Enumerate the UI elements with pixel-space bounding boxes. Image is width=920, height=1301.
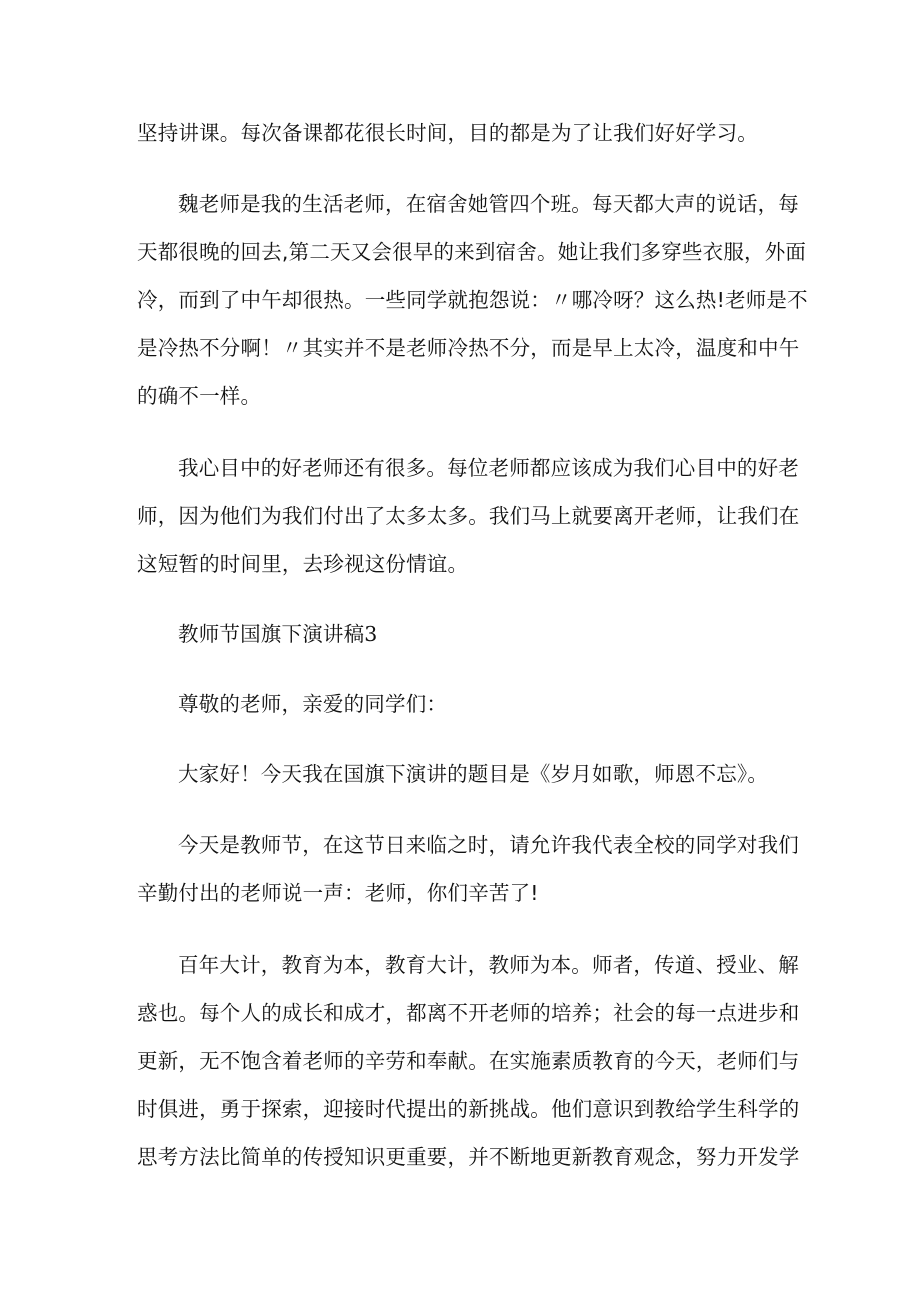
paragraph-line: 是冷热不分啊！〃其实并不是老师冷热不分，而是早上太冷，温度和中午 xyxy=(137,336,800,360)
section-heading: 教师节国旗下演讲稿3 xyxy=(178,622,378,646)
paragraph-line: 惑也。每个人的成长和成才，都离不开老师的培养；社会的每一点进步和 xyxy=(137,1001,800,1025)
paragraph-line: 今天是教师节，在这节日来临之时，请允许我代表全校的同学对我们 xyxy=(178,833,799,857)
paragraph-line: 魏老师是我的生活老师，在宿舍她管四个班。每天都大声的说话，每 xyxy=(178,192,799,216)
paragraph-line: 我心目中的好老师还有很多。每位老师都应该成为我们心目中的好老 xyxy=(178,456,799,480)
salutation: 尊敬的老师，亲爱的同学们： xyxy=(178,692,448,716)
paragraph-line: 百年大计，教育为本，教育大计，教师为本。师者，传道、授业、解 xyxy=(178,953,799,977)
paragraph-line: 天都很晚的回去,第二天又会很早的来到宿舍。她让我们多穿些衣服，外面 xyxy=(137,240,807,264)
paragraph-line: 坚持讲课。每次备课都花很长时间，目的都是为了让我们好好学习。 xyxy=(137,121,758,145)
paragraph-line: 师，因为他们为我们付出了太多太多。我们马上就要离开老师，让我们在 xyxy=(137,504,800,528)
paragraph-line: 大家好！今天我在国旗下演讲的题目是《岁月如歌，师恩不忘》。 xyxy=(178,762,769,786)
paragraph-line: 更新，无不饱含着老师的辛劳和奉献。在实施素质教育的今天，老师们与 xyxy=(137,1049,800,1073)
paragraph-line: 时俱进，勇于探索，迎接时代提出的新挑战。他们意识到教给学生科学的 xyxy=(137,1097,800,1121)
paragraph-line: 这短暂的时间里，去珍视这份情谊。 xyxy=(137,552,469,576)
paragraph-line: 的确不一样。 xyxy=(137,384,262,408)
paragraph-line: 思考方法比简单的传授知识更重要，并不断地更新教育观念，努力开发学 xyxy=(137,1145,800,1169)
paragraph-line: 冷，而到了中午却很热。一些同学就抱怨说：〃哪冷呀？这么热!老师是不 xyxy=(137,288,808,312)
paragraph-line: 辛勤付出的老师说一声：老师，你们辛苦了! xyxy=(137,881,539,905)
